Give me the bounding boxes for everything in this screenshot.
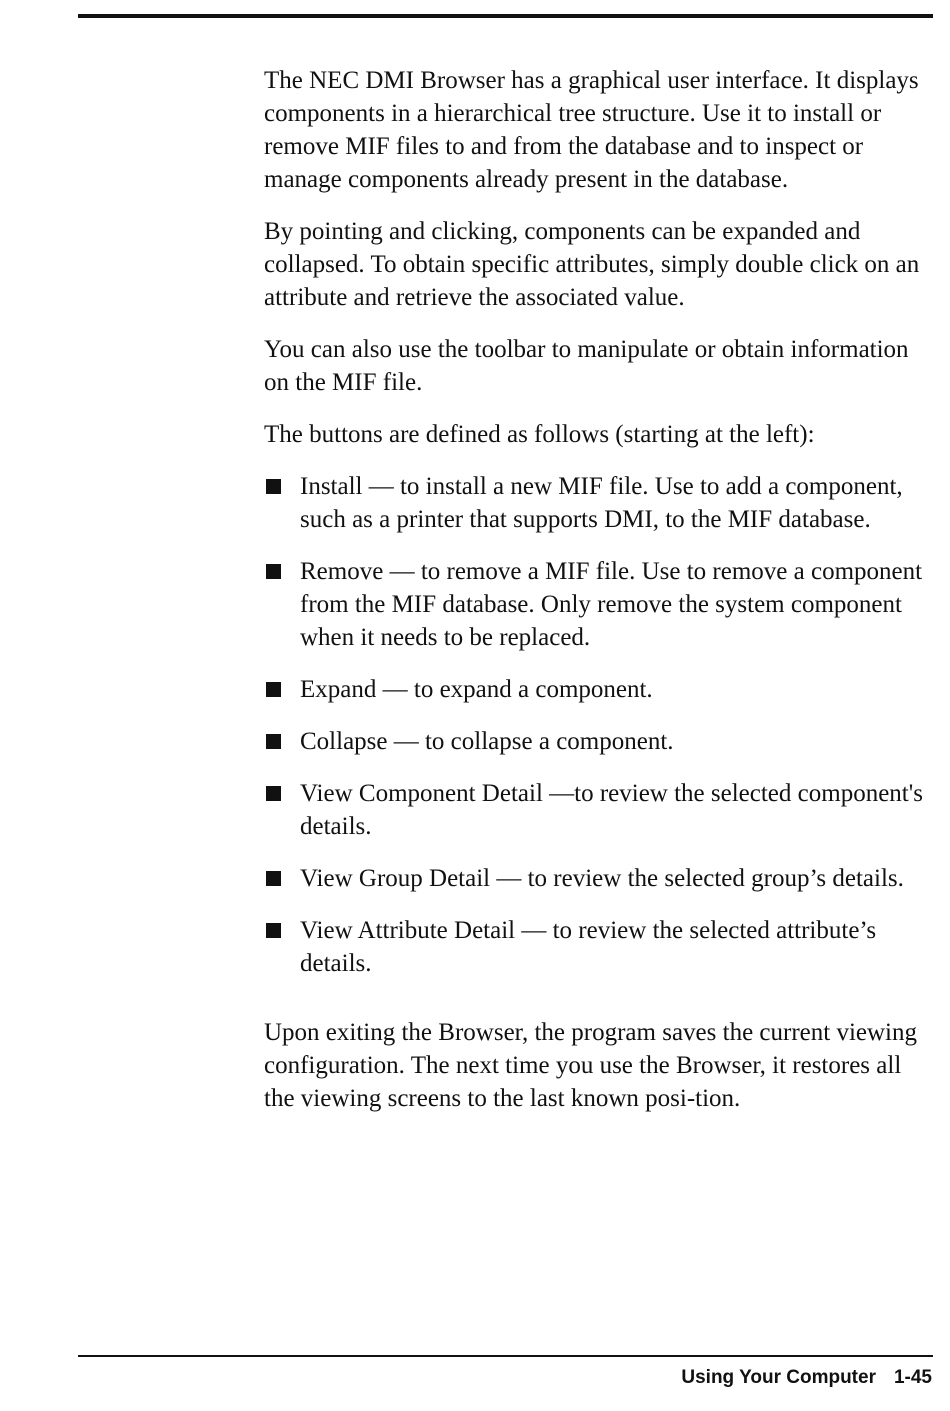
list-item-text: View Group Detail — to review the selected group’s details. (300, 865, 904, 892)
top-rule (78, 14, 933, 18)
list-item-text: View Component Detail —to review the selected component's details. (300, 780, 923, 840)
list-item-text: Expand — to expand a component. (300, 676, 653, 703)
closing-paragraph: Upon exiting the Browser, the program saves the current viewing configuration. The next time you use the Browser, it restores all the viewing screens to the last known posi-tion. (264, 1019, 917, 1112)
square-bullet-icon (266, 923, 281, 938)
toolbar-paragraph: You can also use the toolbar to manipulate or obtain information on the MIF file. (264, 336, 909, 396)
list-item-text: View Attribute Detail — to review the selected attribute’s details. (300, 917, 877, 977)
square-bullet-icon (266, 682, 281, 697)
list-item (264, 777, 934, 843)
list-item (264, 555, 934, 654)
body-text (264, 64, 934, 1134)
page-footer (681, 1366, 932, 1390)
square-bullet-icon (266, 734, 281, 749)
square-bullet-icon (266, 479, 281, 494)
buttons-intro-paragraph: The buttons are defined as follows (starting at the left): (264, 421, 815, 448)
list-item-text: Remove — to remove a MIF file. Use to remove a component from the MIF database. Only remove the system component when it needs to be replaced. (300, 558, 923, 651)
list-item (264, 725, 934, 758)
list-item (264, 470, 934, 536)
bottom-rule (78, 1355, 933, 1357)
page-number: 1-45 (893, 1367, 932, 1388)
list-item-text: Collapse — to collapse a component. (300, 728, 674, 755)
intro-paragraph: The NEC DMI Browser has a graphical user interface. It displays components in a hierarchical tree structure. Use it to install or remove MIF files to and from the database and to inspect or manage components already present in the database. (264, 67, 919, 193)
interaction-paragraph: By pointing and clicking, components can be expanded and collapsed. To obtain specific attributes, simply double click on an attribute and retrieve the associated value. (264, 218, 920, 311)
footer-section-title: Using Your Computer (681, 1367, 876, 1388)
square-bullet-icon (266, 871, 281, 886)
list-item (264, 862, 934, 895)
list-item (264, 914, 934, 980)
square-bullet-icon (266, 564, 281, 579)
square-bullet-icon (266, 786, 281, 801)
toolbar-button-list (264, 470, 934, 980)
list-item-text: Install — to install a new MIF file. Use to add a component, such as a printer that supports DMI, to the MIF database. (300, 473, 903, 533)
list-item (264, 673, 934, 706)
